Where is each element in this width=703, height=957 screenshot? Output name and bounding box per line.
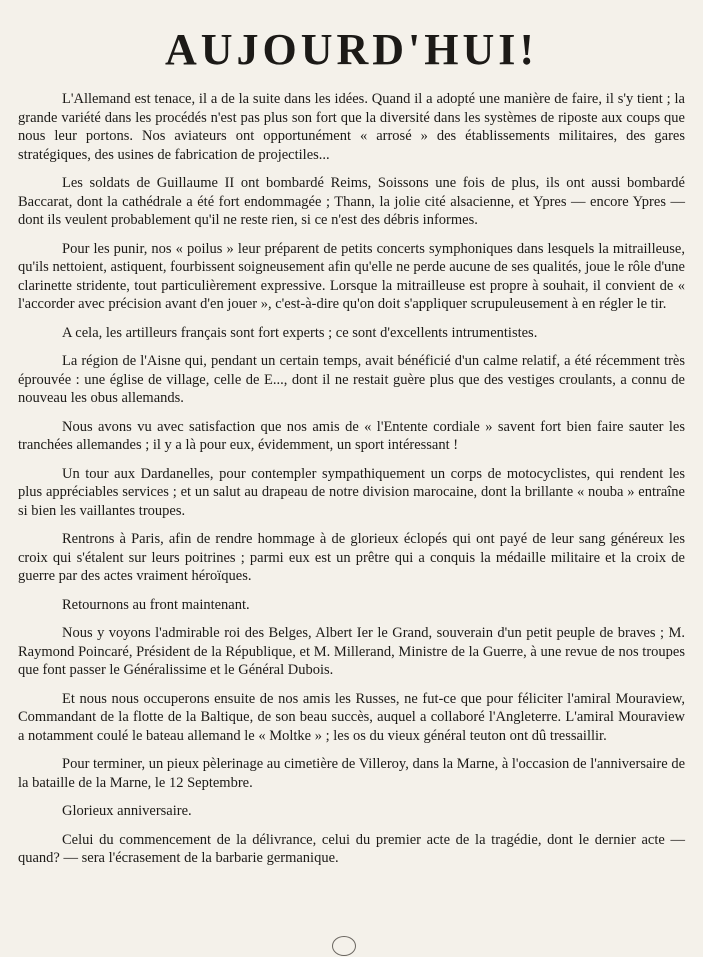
paragraph: L'Allemand est tenace, il a de la suite dans les idées. Quand il a adopté une manière de faire, il s'y tient ; la grande variété dans les procédés n'est pas plus son fort que la diversité dans les systèmes de riposte aux coups que nous leur portons. Nos aviateurs ont opportunément « arrosé » des établissements militaires, des gares stratégiques, des usines de fabrication de projectiles... bbox=[18, 91, 685, 163]
paragraph: A cela, les artilleurs français sont fort experts ; ce sont d'excellents intrumentistes. bbox=[62, 324, 538, 341]
paragraph: Nous avons vu avec satisfaction que nos amis de « l'Entente cordiale » savent fort bien faire sauter les tranchées allemandes ; il y a là pour eux, évidemment, un sport intéressant ! bbox=[18, 418, 685, 453]
paragraph: Un tour aux Dardanelles, pour contempler sympathiquement un corps de motocyclistes, qui rendent les plus appréciables services ; et un salut au drapeau de notre division marocaine, dont la brillante « nouba » entraîne si bien les vaillantes troupes. bbox=[18, 465, 685, 519]
paragraph: Celui du commencement de la délivrance, celui du premier acte de la tragédie, dont le dernier acte — quand? — sera l'écrasement de la barbarie germanique. bbox=[18, 831, 685, 866]
paragraph: Pour les punir, nos « poilus » leur préparent de petits concerts symphoniques dans lesquels la mitrailleuse, qu'ils nettoient, astiquent, fourbissent soigneusement afin qu'elle ne perde aucune de ses qualités, joue le rôle d'une clarinette stridente, tout particulièrement expressive. Lorsque la mitrailleuse est propre à souhait, il convient de « l'accorder avec précision avant d'en jouer », c'est-à-dire qu'on doit s'appliquer scrupuleusement à en régler le tir. bbox=[18, 240, 685, 312]
paragraph: Les soldats de Guillaume II ont bombardé Reims, Soissons une fois de plus, ils ont aussi bombardé Baccarat, dont la cathédrale a été fort endommagée ; Thann, la jolie cité alsacienne, et Ypres — encore Ypres — dont ils veulent probablement qu'il ne reste rien, si ce n'est des débris informes. bbox=[18, 175, 685, 228]
paragraph: Pour terminer, un pieux pèlerinage au cimetière de Villeroy, dans la Marne, à l'occasion de l'anniversaire de la bataille de la Marne, le 12 Septembre. bbox=[18, 756, 686, 791]
paragraph: La région de l'Aisne qui, pendant un certain temps, avait bénéficié d'un calme relatif, a été récemment très éprouvée : une église de village, celle de E..., dont il ne restait guère plus que des vestiges croulants, a connu de nouveau les obus allemands. bbox=[18, 353, 685, 406]
paragraph: Retournons au front maintenant. bbox=[62, 596, 250, 613]
paragraph: Glorieux anniversaire. bbox=[62, 803, 192, 819]
paragraph: Et nous nous occuperons ensuite de nos amis les Russes, ne fut-ce que pour féliciter l'amiral Mouraview, Commandant de la flotte de la Baltique, de son beau succès, auquel a collaboré l'Angleterre. L'amiral Mouraview a notamment coulé le bateau allemand le « Moltke » ; les os du vieux général teuton ont dû tressaillir. bbox=[18, 690, 685, 744]
article-body bbox=[18, 90, 685, 868]
library-stamp bbox=[332, 936, 356, 956]
article-title: AUJOURD'HUI! bbox=[164, 25, 539, 74]
paragraph: Nous y voyons l'admirable roi des Belges, Albert Ier le Grand, souverain d'un petit peuple de braves ; M. Raymond Poincaré, Président de la République, et M. Millerand, Ministre de la Guerre, à une revue de nos troupes que font passer le Généralissime et le Général Dubois. bbox=[18, 625, 685, 678]
paragraph: Rentrons à Paris, afin de rendre hommage à de glorieux éclopés qui ont payé de leur sang généreux les croix qui s'étalent sur leurs poitrines ; parmi eux est un prêtre qui a conquis la médaille militaire et la croix de guerre par des actes vraiment héroïques. bbox=[18, 531, 685, 584]
